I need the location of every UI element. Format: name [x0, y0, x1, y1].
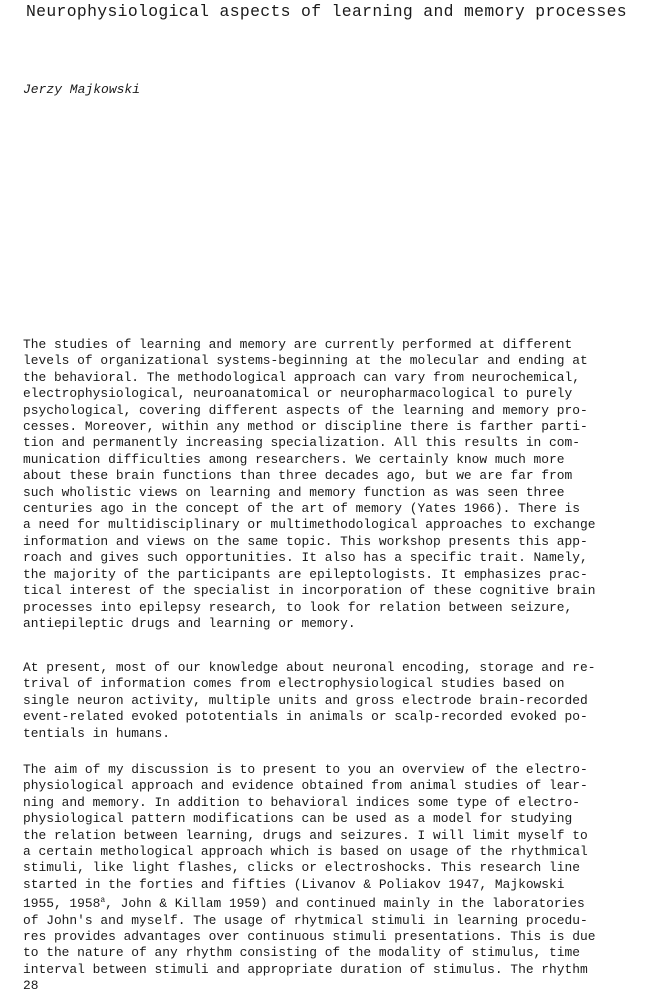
text-line: single neuron activity, multiple units and gross electrode brain-recorded [23, 692, 588, 708]
text-line: levels of organizational systems-beginning at the molecular and ending at [23, 353, 588, 369]
text-line: munication difficulties among researchers. We certainly know much more [23, 451, 565, 467]
text-line: the relation between learning, drugs and seizures. I will limit myself to [23, 827, 588, 843]
text-line: physiological pattern modifications can be used as a model for studying [23, 811, 573, 827]
text-line: stimuli, like light flashes, clicks or electroshocks. This research line [23, 860, 580, 876]
text-line: the majority of the participants are epileptologists. It emphasizes prac- [23, 566, 588, 582]
text-segment: 1955, 1958 [23, 896, 101, 912]
text-line: psychological, covering different aspects of the learning and memory pro- [23, 402, 588, 418]
author-name: Jerzy Majkowski [23, 82, 141, 97]
text-line: processes into epilepsy research, to look for relation between seizure, [23, 599, 573, 615]
text-line: res provides advantages over continuous stimuli presentations. This is due [23, 929, 596, 945]
paragraph-aim [23, 762, 595, 978]
text-line: centuries ago in the concept of the art of memory (Yates 1966). There is [23, 501, 580, 517]
text-line: ning and memory. In addition to behavioral indices some type of electro- [23, 794, 580, 810]
text-line: trival of information comes from electrophysiological studies based on [23, 676, 565, 692]
text-line: the behavioral. The methodological approach can vary from neurochemical, [23, 369, 580, 385]
text-line: roach and gives such opportunities. It also has a specific trait. Namely, [23, 550, 588, 566]
text-line: physiological approach and evidence obtained from animal studies of lear- [23, 778, 588, 794]
superscript: a [100, 896, 106, 906]
text-line: electrophysiological, neuroanatomical or neuropharmacological to purely [23, 386, 573, 402]
text-line: a certain methological approach which is based on usage of the rhythmical [23, 844, 588, 860]
text-line: to the nature of any rhythm consisting of the modality of stimulus, time [23, 945, 580, 961]
text-line: tentials in humans. [23, 725, 170, 741]
text-line: of John's and myself. The usage of rhytmical stimuli in learning procedu- [23, 912, 588, 928]
text-line: antiepileptic drugs and learning or memory. [23, 615, 356, 631]
text-line: information and views on the same topic. This workshop presents this app- [23, 533, 588, 549]
text-line: such wholistic views on learning and memory function as was seen three [23, 484, 565, 500]
page-number: 28 [23, 978, 39, 993]
text-line: cesses. Moreover, within any method or discipline there is farther parti- [23, 419, 588, 435]
text-line: about these brain functions than three decades ago, but we are far from [23, 468, 573, 484]
text-line: interval between stimuli and appropriate duration of stimulus. The rhythm [23, 961, 588, 977]
text-line: a need for multidisciplinary or multimethodological approaches to exchange [23, 517, 596, 533]
text-line: The aim of my discussion is to present to you an overview of the electro- [23, 762, 588, 777]
text-line-with-superscript [23, 893, 595, 912]
text-segment: , John & Killam 1959) and continued mainly in the laboratories [105, 896, 585, 912]
text-line: event-related evoked pototentials in animals or scalp-recorded evoked po- [23, 709, 588, 725]
page-title: Neurophysiological aspects of learning and memory processes [26, 2, 627, 21]
text-line: The studies of learning and memory are currently performed at different [23, 337, 573, 352]
text-line: tical interest of the specialist in incorporation of these cognitive brain [23, 583, 596, 599]
text-line: tion and permanently increasing specialization. All this results in com- [23, 435, 580, 451]
text-line: At present, most of our knowledge about neuronal encoding, storage and re- [23, 660, 596, 675]
paragraph-knowledge [23, 660, 595, 742]
text-line: started in the forties and fifties (Livanov & Poliakov 1947, Majkowski [23, 876, 565, 892]
paragraph-intro [23, 337, 595, 632]
